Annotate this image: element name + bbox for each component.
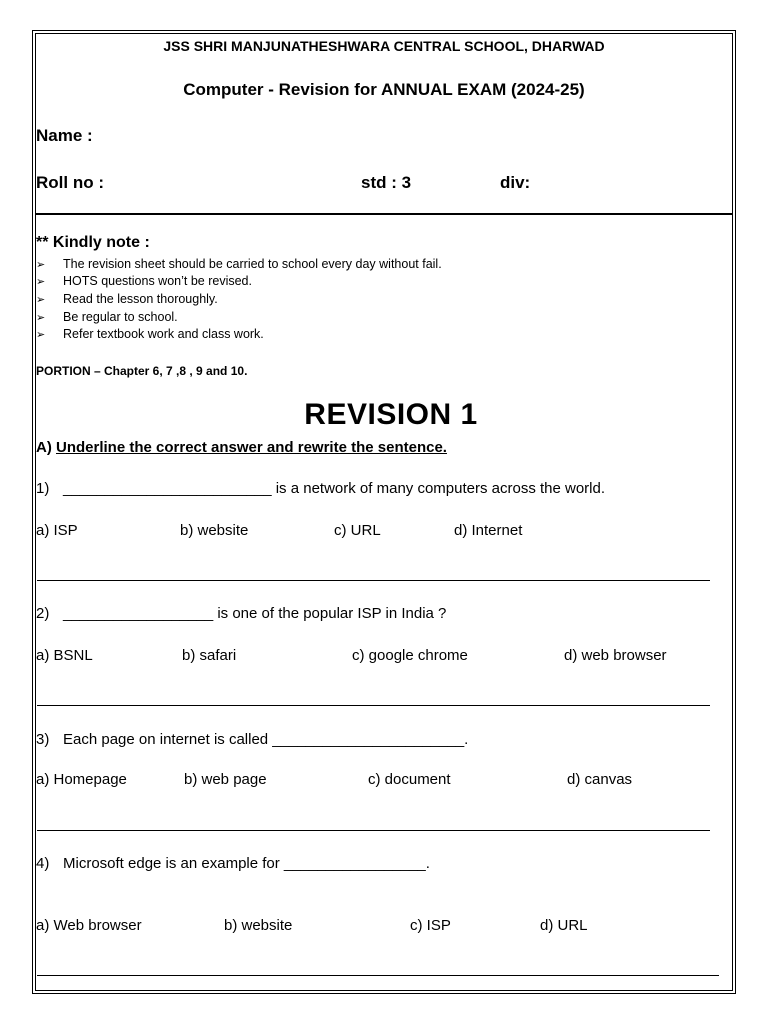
roll-no-label: Roll no : bbox=[36, 173, 104, 192]
question-text: Each page on internet is called _______________________. bbox=[63, 731, 469, 748]
arrow-bullet-icon: ➢ bbox=[36, 312, 46, 324]
option-d: d) Internet bbox=[454, 522, 523, 539]
note-text: HOTS questions won’t be revised. bbox=[63, 274, 252, 288]
note-text: Be regular to school. bbox=[63, 310, 178, 324]
note-item bbox=[36, 257, 442, 271]
option-d: d) URL bbox=[540, 917, 588, 934]
question-4 bbox=[36, 855, 430, 872]
exam-subtitle: Computer - Revision for ANNUAL EXAM (2024-25) bbox=[183, 80, 585, 99]
answer-line bbox=[37, 975, 719, 976]
school-name: JSS SHRI MANJUNATHESHWARA CENTRAL SCHOOL, DHARWAD bbox=[163, 38, 605, 54]
option-c: c) document bbox=[368, 771, 451, 788]
option-c: c) google chrome bbox=[352, 647, 468, 664]
option-b: b) safari bbox=[182, 647, 237, 664]
option-a: a) BSNL bbox=[36, 647, 93, 664]
arrow-bullet-icon: ➢ bbox=[36, 329, 46, 341]
revision-title: REVISION 1 bbox=[304, 398, 478, 431]
note-item bbox=[36, 327, 264, 341]
answer-line bbox=[37, 705, 710, 706]
header-divider bbox=[35, 213, 733, 215]
note-item bbox=[36, 292, 218, 306]
question-2 bbox=[36, 605, 446, 622]
answer-line bbox=[37, 830, 710, 831]
note-item bbox=[36, 310, 178, 324]
note-text: Refer textbook work and class work. bbox=[63, 327, 264, 341]
note-title: ** Kindly note : bbox=[36, 234, 150, 251]
option-b: b) website bbox=[224, 917, 293, 934]
question-text: __________________ is one of the popular ISP in India ? bbox=[63, 605, 447, 622]
option-d: d) web browser bbox=[564, 647, 667, 664]
section-a-prefix: A) bbox=[36, 439, 52, 456]
option-d: d) canvas bbox=[567, 771, 633, 788]
question-text: Microsoft edge is an example for _________________. bbox=[63, 855, 430, 872]
arrow-bullet-icon: ➢ bbox=[36, 276, 46, 288]
note-item bbox=[36, 274, 252, 288]
option-a: a) Web browser bbox=[36, 917, 142, 934]
question-text: _________________________ is a network of many computers across the world. bbox=[63, 480, 606, 497]
question-3 bbox=[36, 731, 468, 748]
section-a-heading bbox=[36, 439, 447, 456]
question-number: 1) bbox=[36, 480, 50, 497]
arrow-bullet-icon: ➢ bbox=[36, 294, 46, 306]
section-a-instruction: Underline the correct answer and rewrite the sentence. bbox=[56, 439, 447, 456]
note-text: Read the lesson thoroughly. bbox=[63, 292, 218, 306]
portion-line: PORTION – Chapter 6, 7 ,8 , 9 and 10. bbox=[36, 364, 248, 378]
answer-line bbox=[37, 580, 710, 581]
option-a: a) Homepage bbox=[36, 771, 127, 788]
option-c: c) ISP bbox=[410, 917, 451, 934]
option-a: a) ISP bbox=[36, 522, 78, 539]
div-label: div: bbox=[500, 173, 531, 192]
question-number: 3) bbox=[36, 731, 50, 748]
note-text: The revision sheet should be carried to school every day without fail. bbox=[63, 257, 442, 271]
question-number: 2) bbox=[36, 605, 50, 622]
question-1 bbox=[36, 480, 605, 497]
name-label: Name : bbox=[36, 126, 93, 145]
question-number: 4) bbox=[36, 855, 50, 872]
option-b: b) website bbox=[180, 522, 249, 539]
arrow-bullet-icon: ➢ bbox=[36, 259, 46, 271]
option-c: c) URL bbox=[334, 522, 381, 539]
std-label: std : 3 bbox=[361, 173, 412, 192]
option-b: b) web page bbox=[184, 771, 267, 788]
